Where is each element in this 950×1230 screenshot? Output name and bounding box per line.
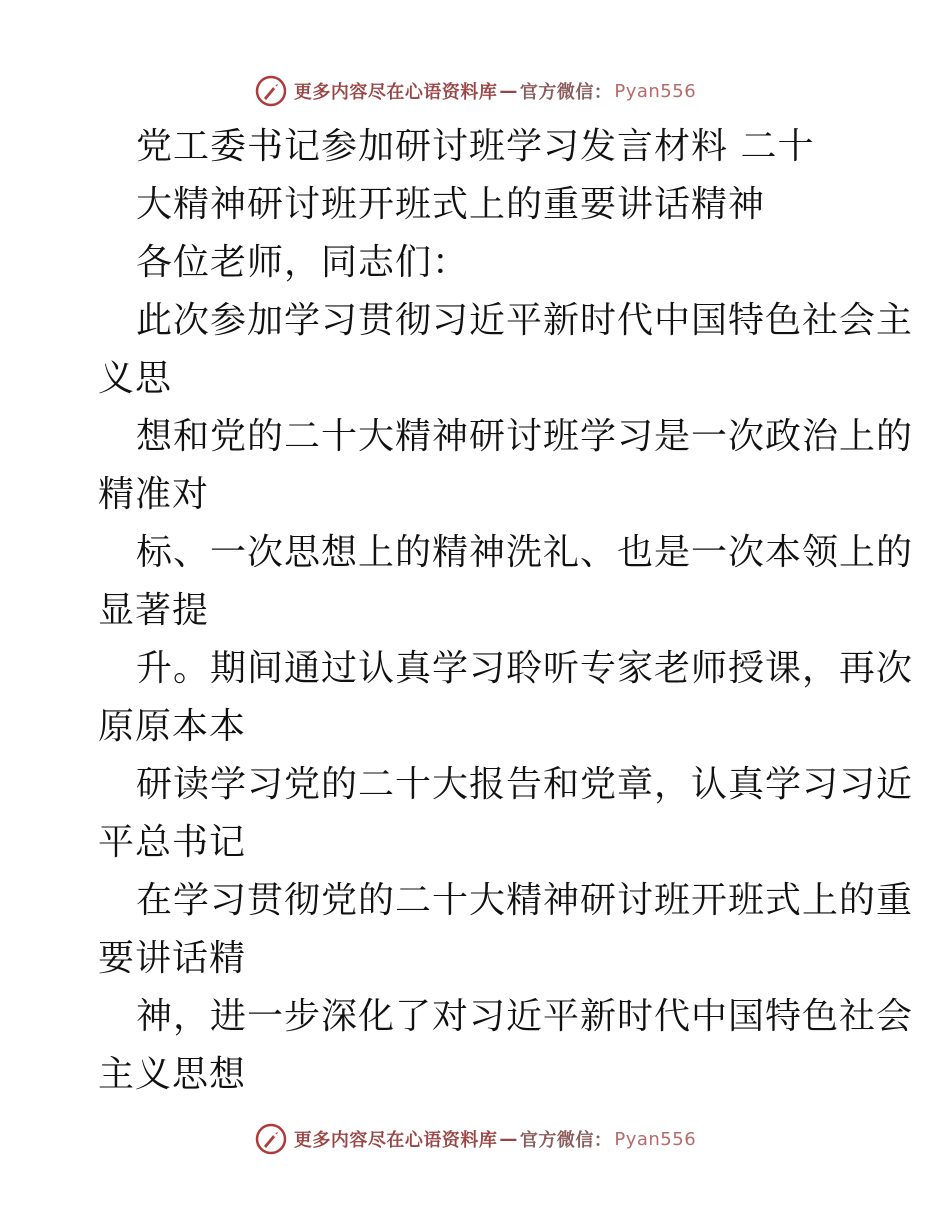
paragraph-line: 平总书记 [98, 822, 247, 863]
banner-official-label: 官方微信： [519, 1130, 613, 1151]
document-body [98, 118, 914, 1104]
paragraph-line: 主义思想 [98, 1054, 247, 1095]
paragraph-line: 神，进一步深化了对习近平新时代中国特色社会 [136, 996, 914, 1037]
header-watermark-banner [0, 71, 950, 111]
paragraph-line: 要讲话精 [98, 938, 247, 979]
paragraph-line: 原原本本 [98, 706, 247, 747]
banner-dash: — [499, 80, 518, 102]
banner-dash: — [499, 1128, 518, 1150]
banner-official-label: 官方微信： [519, 82, 613, 103]
paragraph-line: 升。期间通过认真学习聆听专家老师授课，再次 [136, 648, 914, 689]
paragraph-line: 研读学习党的二十大报告和党章，认真学习习近 [136, 764, 914, 805]
salutation: 各位老师，同志们： [136, 242, 470, 283]
paragraph-line: 标、一次思想上的精神洗礼、也是一次本领上的 [136, 532, 914, 573]
banner-account: Pyan556 [614, 80, 697, 102]
paragraph-line: 此次参加学习贯彻习近平新时代中国特色社会主 [136, 300, 914, 341]
document-title-line-2: 大精神研讨班开班式上的重要讲话精神 [136, 184, 766, 225]
paragraph-line: 义思 [98, 358, 173, 399]
paragraph-line: 显著提 [98, 590, 210, 631]
paragraph-line: 想和党的二十大精神研讨班学习是一次政治上的 [136, 416, 914, 457]
pen-nib-icon [254, 74, 288, 108]
banner-account: Pyan556 [614, 1128, 697, 1150]
paragraph-line: 精准对 [98, 474, 210, 515]
document-title-line-1: 党工委书记参加研讨班学习发言材料 二十 [136, 126, 815, 167]
banner-text: 更多内容尽在心语资料库 [293, 1130, 498, 1151]
footer-watermark-banner [0, 1119, 950, 1159]
pen-nib-icon [254, 1122, 288, 1156]
paragraph-line: 在学习贯彻党的二十大精神研讨班开班式上的重 [136, 880, 914, 921]
banner-text: 更多内容尽在心语资料库 [293, 82, 498, 103]
